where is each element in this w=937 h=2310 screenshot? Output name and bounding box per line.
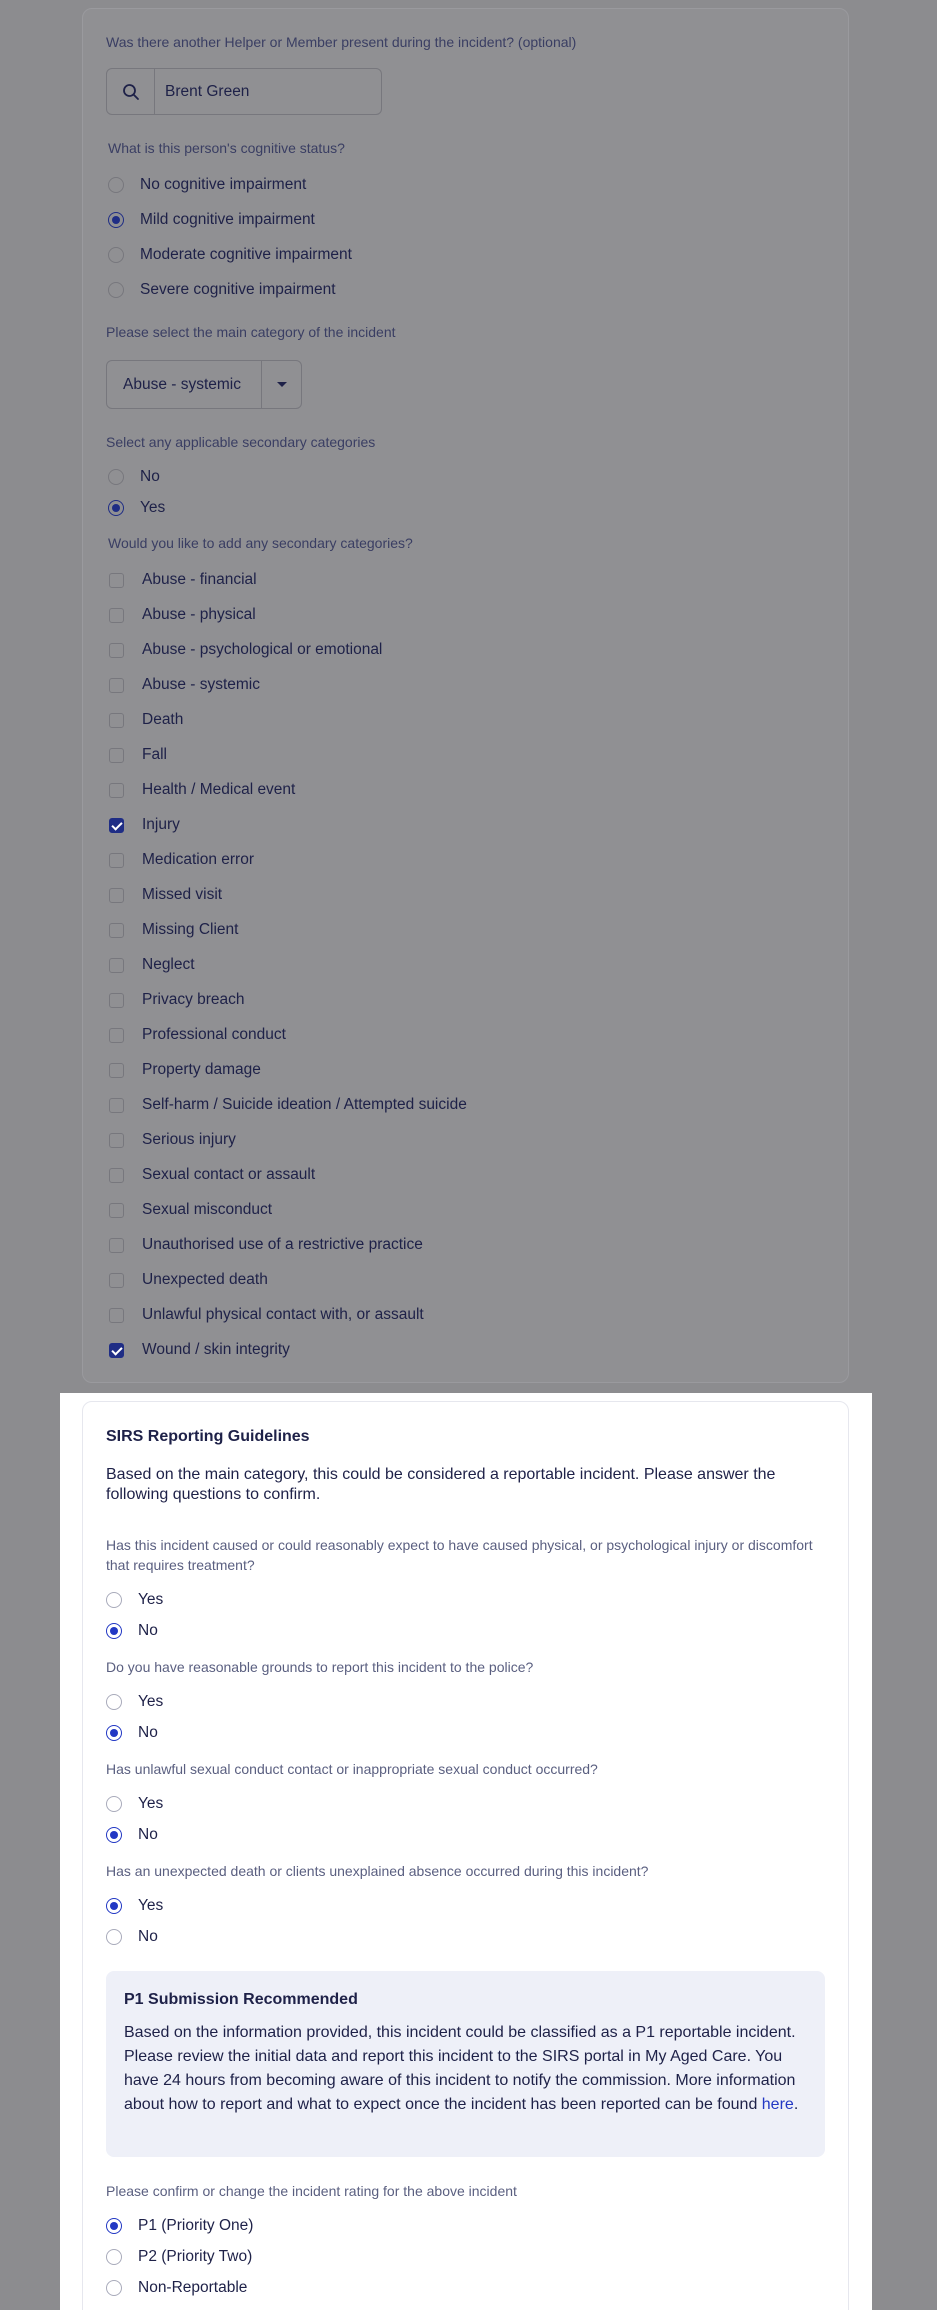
checkbox[interactable]: [109, 748, 124, 763]
radio-button[interactable]: [108, 500, 124, 516]
checkbox[interactable]: [109, 818, 124, 833]
checkbox[interactable]: [109, 1098, 124, 1113]
checkbox[interactable]: [109, 958, 124, 973]
radio-button[interactable]: [106, 2218, 122, 2234]
category-checkbox[interactable]: Property damage: [109, 1059, 261, 1081]
sirs-option[interactable]: Yes: [106, 1895, 163, 1917]
secondary-option[interactable]: Yes: [108, 497, 165, 519]
category-checkbox[interactable]: Professional conduct: [109, 1024, 286, 1046]
category-checkbox[interactable]: Wound / skin integrity: [109, 1339, 290, 1361]
checkbox[interactable]: [109, 1308, 124, 1323]
chevron-down-icon[interactable]: [261, 361, 301, 408]
category-checkbox[interactable]: Unauthorised use of a restrictive practice: [109, 1234, 423, 1256]
sirs-question: Do you have reasonable grounds to report this incident to the police?: [106, 1659, 534, 1675]
checkbox[interactable]: [109, 608, 124, 623]
category-checkbox[interactable]: Missing Client: [109, 919, 238, 941]
main-category-question: Please select the main category of the incident: [106, 324, 396, 340]
checkbox[interactable]: [109, 1343, 124, 1358]
cognitive-question: What is this person's cognitive status?: [108, 140, 345, 156]
sirs-option[interactable]: Yes: [106, 1793, 163, 1815]
checkbox[interactable]: [109, 1063, 124, 1078]
category-checkbox[interactable]: Fall: [109, 744, 167, 766]
checkbox[interactable]: [109, 713, 124, 728]
add-secondary-question: Would you like to add any secondary categories?: [108, 535, 413, 551]
sirs-option[interactable]: No: [106, 1824, 158, 1846]
category-checkbox[interactable]: Self-harm / Suicide ideation / Attempted suicide: [109, 1094, 467, 1116]
rating-option[interactable]: P2 (Priority Two): [106, 2246, 252, 2268]
rating-question: Please confirm or change the incident rating for the above incident: [106, 2183, 517, 2199]
radio-button[interactable]: [106, 1898, 122, 1914]
radio-button[interactable]: [106, 1929, 122, 1945]
cognitive-option[interactable]: Moderate cognitive impairment: [108, 244, 352, 266]
sirs-option[interactable]: No: [106, 1620, 158, 1642]
helper-search-value: Brent Green: [165, 82, 250, 100]
more-info-link[interactable]: here: [761, 2096, 794, 2113]
radio-button[interactable]: [106, 1827, 122, 1843]
checkbox[interactable]: [109, 643, 124, 658]
sirs-option[interactable]: No: [106, 1722, 158, 1744]
category-checkbox[interactable]: Abuse - financial: [109, 569, 257, 591]
checkbox[interactable]: [109, 853, 124, 868]
secondary-option[interactable]: No: [108, 466, 160, 488]
category-checkbox[interactable]: Sexual misconduct: [109, 1199, 272, 1221]
checkbox[interactable]: [109, 888, 124, 903]
radio-button[interactable]: [108, 469, 124, 485]
category-checkbox[interactable]: Abuse - systemic: [109, 674, 260, 696]
secondary-question: Select any applicable secondary categories: [106, 434, 376, 450]
helper-search-input[interactable]: [106, 68, 382, 115]
sirs-question: Has this incident caused or could reasonably expect to have caused physical, or psychological injury or discomfort that requires treatment?: [106, 1537, 813, 1573]
category-checkbox[interactable]: Abuse - psychological or emotional: [109, 639, 382, 661]
category-checkbox[interactable]: Health / Medical event: [109, 779, 295, 801]
radio-button[interactable]: [108, 212, 124, 228]
sirs-intro: Based on the main category, this could be considered a reportable incident. Please answer the following questions to confirm.: [106, 1466, 776, 1503]
checkbox[interactable]: [109, 1133, 124, 1148]
category-checkbox[interactable]: Death: [109, 709, 183, 731]
radio-button[interactable]: [106, 2280, 122, 2296]
checkbox[interactable]: [109, 1203, 124, 1218]
category-checkbox[interactable]: Medication error: [109, 849, 254, 871]
sirs-title: SIRS Reporting Guidelines: [106, 1428, 310, 1445]
radio-button[interactable]: [106, 1796, 122, 1812]
category-checkbox[interactable]: Privacy breach: [109, 989, 245, 1011]
rating-option[interactable]: Non-Reportable: [106, 2277, 247, 2299]
radio-button[interactable]: [106, 1623, 122, 1639]
category-checkbox[interactable]: Unexpected death: [109, 1269, 268, 1291]
main-category-value: Abuse - systemic: [123, 375, 242, 393]
checkbox[interactable]: [109, 573, 124, 588]
sirs-question: Has unlawful sexual conduct contact or inappropriate sexual conduct occurred?: [106, 1761, 598, 1777]
rating-option[interactable]: P1 (Priority One): [106, 2215, 253, 2237]
radio-button[interactable]: [108, 177, 124, 193]
sirs-option[interactable]: No: [106, 1926, 158, 1948]
p1-recommendation-notice: [106, 1971, 825, 2157]
checkbox[interactable]: [109, 678, 124, 693]
radio-button[interactable]: [106, 2249, 122, 2265]
checkbox[interactable]: [109, 1238, 124, 1253]
category-checkbox[interactable]: Missed visit: [109, 884, 222, 906]
radio-button[interactable]: [106, 1592, 122, 1608]
radio-button[interactable]: [108, 282, 124, 298]
helper-question: Was there another Helper or Member present during the incident? (optional): [106, 34, 577, 50]
sirs-question: Has an unexpected death or clients unexplained absence occurred during this incident?: [106, 1863, 649, 1879]
checkbox[interactable]: [109, 923, 124, 938]
search-icon: [107, 69, 155, 114]
checkbox[interactable]: [109, 1273, 124, 1288]
notice-text: Based on the information provided, this incident could be classified as a P1 reportable incident. Please review the initial data and report this incident to the SIRS portal in My Aged Care. You have 24 hours from becoming aware of this incident to notify the commission. More information about how to report and what to expect once the incident has been reported can be found here.: [124, 2024, 799, 2113]
category-checkbox[interactable]: Abuse - physical: [109, 604, 256, 626]
sirs-option[interactable]: Yes: [106, 1589, 163, 1611]
cognitive-option[interactable]: Severe cognitive impairment: [108, 279, 336, 301]
sirs-option[interactable]: Yes: [106, 1691, 163, 1713]
main-category-select[interactable]: [106, 360, 302, 409]
radio-button[interactable]: [108, 247, 124, 263]
checkbox[interactable]: [109, 1168, 124, 1183]
cognitive-option[interactable]: Mild cognitive impairment: [108, 209, 315, 231]
checkbox[interactable]: [109, 993, 124, 1008]
checkbox[interactable]: [109, 1028, 124, 1043]
radio-button[interactable]: [106, 1694, 122, 1710]
category-checkbox[interactable]: Injury: [109, 814, 180, 836]
cognitive-option[interactable]: No cognitive impairment: [108, 174, 306, 196]
category-checkbox[interactable]: Serious injury: [109, 1129, 236, 1151]
radio-button[interactable]: [106, 1725, 122, 1741]
category-checkbox[interactable]: Neglect: [109, 954, 195, 976]
checkbox[interactable]: [109, 783, 124, 798]
category-checkbox[interactable]: Unlawful physical contact with, or assault: [109, 1304, 424, 1326]
category-checkbox[interactable]: Sexual contact or assault: [109, 1164, 315, 1186]
notice-title: P1 Submission Recommended: [124, 1991, 358, 2008]
